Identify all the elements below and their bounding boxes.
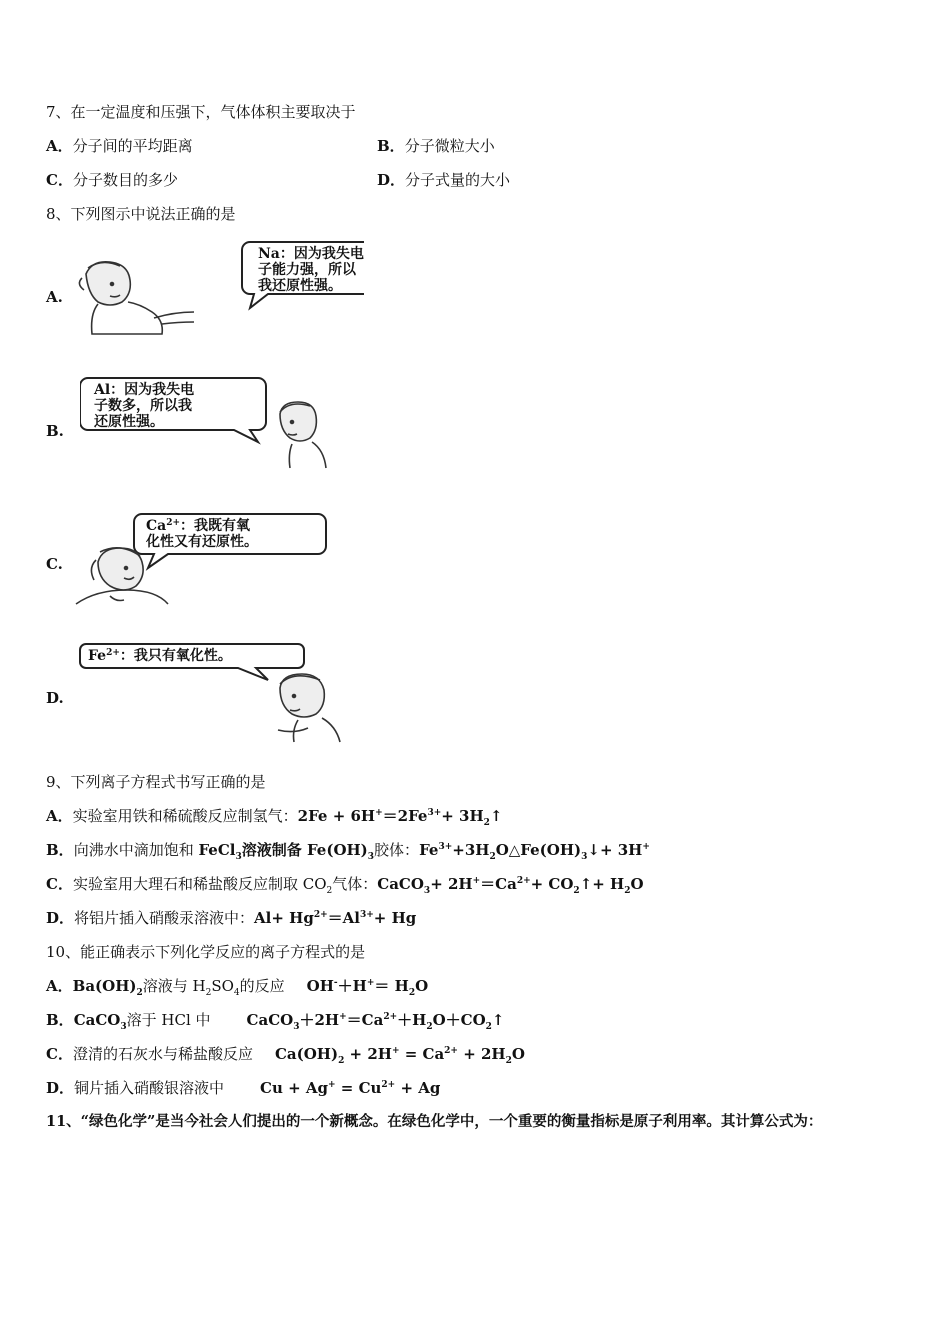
- eq-sub: 2: [573, 886, 580, 896]
- q9-option-a: [46, 806, 503, 826]
- bubble-line: 还原性强。: [94, 414, 164, 430]
- q7-option-a: [46, 136, 193, 156]
- option-text: 将铝片插入硝酸汞溶液中：: [74, 909, 255, 927]
- bubble-line: Al：因为我失电: [94, 382, 195, 398]
- option-label: A．: [46, 977, 73, 995]
- q8-option-c-label: C.: [46, 555, 63, 573]
- eq-part: ↑: [491, 1011, 505, 1029]
- eq-sub: 2: [408, 988, 416, 998]
- eq-part: ↑: [489, 807, 503, 825]
- option-text: 溶于 HCl 中: [126, 1011, 211, 1029]
- option-label: C．: [46, 875, 73, 893]
- boy-figure-icon: [278, 674, 340, 742]
- option-text: 实验室用铁和稀硫酸反应制氢气：: [72, 807, 298, 825]
- eq-part: ＝Al: [327, 909, 360, 927]
- equation: [246, 1011, 505, 1032]
- q10-option-b: [46, 1010, 505, 1030]
- bubble-line: 化性又有还原性。: [146, 534, 258, 550]
- formula-sub: 2: [326, 886, 333, 896]
- speech-bubble: [80, 644, 304, 680]
- eq-sup: +: [328, 1080, 336, 1090]
- equation: [419, 841, 650, 862]
- eq-sup: +: [366, 978, 375, 988]
- eq-part: Al+ Hg: [254, 909, 314, 927]
- equation: [306, 977, 429, 998]
- eq-sub: 2: [489, 852, 496, 862]
- eq-sub: 3: [581, 852, 588, 862]
- eq-part: ＋H: [337, 977, 367, 995]
- formula-sub: 2: [136, 988, 143, 998]
- option-text: 分子微粒大小: [404, 137, 495, 155]
- speech-bubble: [242, 242, 364, 308]
- q10-option-a: [46, 976, 428, 996]
- q7-stem: 7、在一定温度和压强下，气体体积主要取决于: [46, 103, 356, 121]
- eq-part: 2Fe + 6H: [297, 807, 376, 825]
- eq-part: ＝ H: [374, 977, 409, 995]
- eq-sup: 2+: [313, 910, 328, 920]
- eq-part: OH: [306, 977, 334, 995]
- eq-part: + Ag: [395, 1079, 441, 1097]
- eq-part: O: [630, 875, 644, 893]
- eq-sup: 2+: [381, 1080, 396, 1090]
- equation: [377, 875, 644, 896]
- speech-bubble: [80, 378, 266, 442]
- q10-option-d: [46, 1078, 440, 1098]
- eq-sub: 2: [505, 1056, 512, 1066]
- q8-option-b-illustration: [80, 374, 370, 474]
- ion-symbol: Fe: [88, 648, 107, 664]
- q9-option-b: [46, 840, 650, 860]
- q8-option-a-illustration: [74, 238, 364, 338]
- eq-part: O△Fe(OH): [495, 841, 582, 859]
- eq-part: Ca(OH): [274, 1045, 339, 1063]
- boy-figure-icon: [280, 402, 326, 468]
- eq-part: + Hg: [373, 909, 417, 927]
- option-text: 向沸水中滴加饱和: [73, 841, 199, 859]
- eq-part: + CO: [530, 875, 574, 893]
- eq-sup: 3+: [359, 910, 374, 920]
- eq-part: CaCO: [246, 1011, 294, 1029]
- eq-sub: 3: [293, 1022, 300, 1032]
- speech-bubble: [134, 514, 326, 568]
- equation: [297, 807, 503, 828]
- option-text: 分子数目的多少: [72, 171, 178, 189]
- q7-option-d: [377, 170, 510, 190]
- q10-stem: 10、能正确表示下列化学反应的离子方程式的是: [46, 943, 366, 961]
- eq-part: ＝Ca: [480, 875, 517, 893]
- bubble-text: ：我只有氧化性。: [119, 648, 232, 664]
- q9-stem: 9、下列离子方程式书写正确的是: [46, 773, 266, 791]
- formula: CaCO: [73, 1011, 121, 1029]
- formula: FeCl: [198, 841, 236, 859]
- formula-sub: 2: [205, 988, 212, 998]
- equation: [260, 1079, 440, 1097]
- eq-sup: 2+: [444, 1046, 458, 1056]
- eq-part: ＋H: [397, 1011, 427, 1029]
- eq-sup: 2+: [383, 1012, 398, 1022]
- eq-sub: 3: [423, 886, 431, 896]
- eq-sub: 2: [485, 1022, 492, 1032]
- eq-part: = Ca: [399, 1045, 445, 1063]
- option-label: B．: [377, 137, 405, 155]
- option-text: 的反应: [239, 977, 285, 995]
- eq-sup: 3+: [438, 842, 453, 852]
- option-label: C．: [46, 1045, 73, 1063]
- eq-part: ↑+ H: [579, 875, 625, 893]
- q8-option-d-illustration: [78, 638, 368, 746]
- eq-sup: 2+: [516, 876, 531, 886]
- formula-sub: 3: [235, 852, 242, 862]
- eq-sub: 2: [338, 1056, 345, 1066]
- option-text: 气体：: [332, 875, 378, 893]
- bubble-line: 我还原性强。: [258, 278, 342, 294]
- option-label: A．: [46, 807, 73, 825]
- eq-sub: 2: [624, 886, 631, 896]
- eq-part: ＋2H: [299, 1011, 340, 1029]
- option-text: 铜片插入硝酸银溶液中: [74, 1079, 225, 1097]
- eq-sub: 2: [426, 1022, 433, 1032]
- eq-part: O: [415, 977, 429, 995]
- formula-sub: 4: [233, 988, 240, 998]
- option-text: SO: [211, 977, 234, 995]
- option-text: 分子式量的大小: [405, 171, 511, 189]
- eq-part: Cu + Ag: [260, 1079, 329, 1097]
- option-label: D．: [46, 1079, 75, 1097]
- eq-sup: -: [333, 978, 338, 988]
- q10-option-c: [46, 1044, 525, 1064]
- formula: Ba(OH): [72, 977, 137, 995]
- q8-stem: 8、下列图示中说法正确的是: [46, 205, 236, 223]
- eq-sup: +: [642, 842, 650, 852]
- formula-sub: 3: [120, 1022, 127, 1032]
- equation: [254, 909, 416, 927]
- eq-part: CaCO: [377, 875, 424, 893]
- option-text: 实验室用大理石和稀盐酸反应制取 CO: [72, 875, 327, 893]
- eq-part: ＝2Fe: [382, 807, 428, 825]
- option-text: 溶液与 H: [142, 977, 206, 995]
- eq-part: + 2H: [430, 875, 473, 893]
- bubble-line: 子数多，所以我: [94, 398, 192, 414]
- ion-charge: 2+: [166, 518, 181, 528]
- eq-part: + 2H: [344, 1045, 392, 1063]
- option-text: 分子间的平均距离: [72, 137, 193, 155]
- eq-part: = Cu: [335, 1079, 382, 1097]
- eq-sub: 2: [483, 818, 490, 828]
- eq-part: ＝Ca: [346, 1011, 384, 1029]
- eq-part: Fe: [419, 841, 439, 859]
- q8-option-b-label: B.: [46, 422, 64, 440]
- eq-part: ↓+ 3H: [587, 841, 643, 859]
- option-label: C．: [46, 171, 73, 189]
- girl-figure-icon: [79, 262, 194, 334]
- option-text: 胶体：: [374, 841, 420, 859]
- eq-part: + 2H: [457, 1045, 506, 1063]
- option-text: 澄清的石灰水与稀盐酸反应: [72, 1045, 253, 1063]
- ion-symbol: Ca: [146, 518, 167, 534]
- eq-part: +3H: [452, 841, 490, 859]
- eq-sup: +: [472, 876, 481, 886]
- option-label: B．: [46, 1011, 74, 1029]
- q9-option-d: [46, 908, 416, 928]
- q8-option-a-label: A.: [46, 288, 63, 306]
- q7-option-b: [377, 136, 495, 156]
- eq-part: O: [511, 1045, 525, 1063]
- eq-sup: +: [391, 1046, 400, 1056]
- q9-option-c: [46, 874, 644, 894]
- eq-sup: +: [375, 808, 383, 818]
- eq-sup: 3+: [427, 808, 442, 818]
- q8-option-d-label: D.: [46, 689, 64, 707]
- option-label: D．: [46, 909, 75, 927]
- eq-part: + 3H: [441, 807, 484, 825]
- q8-option-c-illustration: [70, 496, 360, 614]
- option-label: A．: [46, 137, 73, 155]
- option-label: D．: [377, 171, 406, 189]
- bubble-line: Na：因为我失电: [258, 246, 364, 262]
- option-text: 溶液制备 Fe(OH): [241, 841, 368, 859]
- q7-option-c: [46, 170, 178, 190]
- ion-charge: 2+: [106, 648, 120, 658]
- equation: [274, 1045, 525, 1066]
- eq-part: O＋CO: [432, 1011, 486, 1029]
- bubble-text: ：我既有氧: [180, 518, 251, 534]
- eq-sup: +: [339, 1012, 347, 1022]
- option-label: B．: [46, 841, 74, 859]
- bubble-line: [146, 517, 251, 534]
- q11-stem: 11、“绿色化学”是当今社会人们提出的一个新概念。在绿色化学中，一个重要的衡量指标是原子利用率。其计算公式为：: [46, 1113, 823, 1130]
- formula-sub: 3: [367, 852, 375, 862]
- bubble-line: 子能力强，所以: [258, 262, 356, 278]
